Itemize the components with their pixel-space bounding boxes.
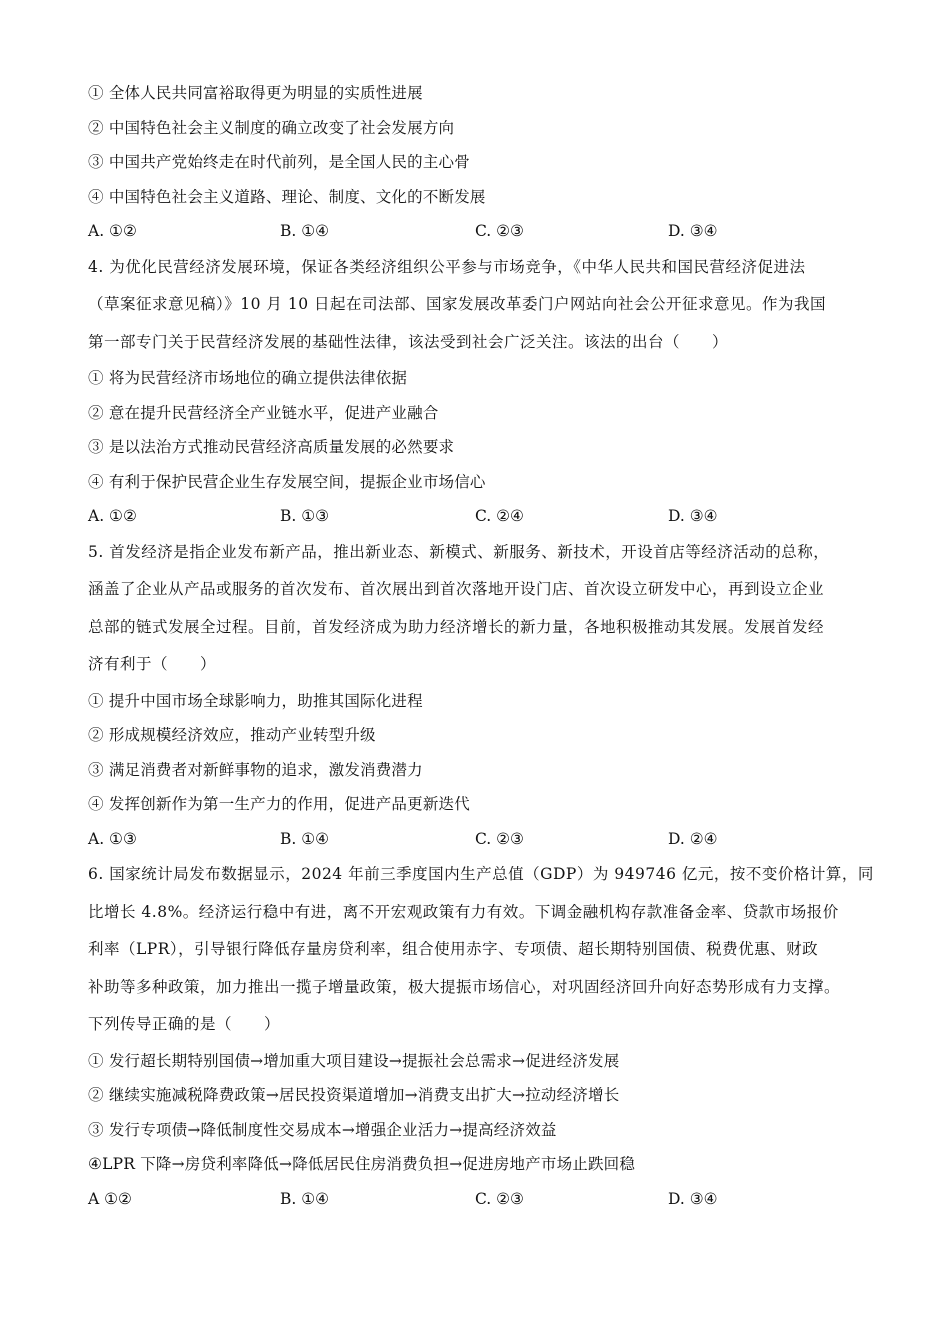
q4-item-4: ④ 有利于保护民营企业生存发展空间，提振企业市场信心 — [88, 472, 486, 491]
q6-stem-line-4: 补助等多种政策，加力推出一揽子增量政策，极大提振市场信心，对巩固经济回升向好态势形成有力支撑。 — [88, 977, 841, 996]
q5-options — [88, 822, 888, 857]
q4-options — [88, 499, 888, 534]
q4-option-a: A. ①② — [88, 507, 137, 525]
q5-stem-line-4: 济有利于（ ） — [88, 655, 217, 673]
q3-option-a: A. ①② — [88, 222, 137, 240]
q4-stem-line-2: （草案征求意见稿）》10 月 10 日起在司法部、国家发展改革委门户网站向社会公开征求意见。作为我国 — [88, 295, 826, 313]
q4-stem — [88, 249, 888, 362]
q4-item-3: ③ 是以法治方式推动民营经济高质量发展的必然要求 — [88, 438, 455, 456]
q3-item-2: ② 中国特色社会主义制度的确立改变了社会发展方向 — [88, 118, 455, 137]
q6-stem-line-3: 利率（LPR），引导银行降低存量房贷利率，组合使用赤字、专项债、超长期特别国债、税费优惠、财政 — [88, 940, 819, 958]
q6-option-a: A ①② — [88, 1189, 132, 1208]
q5-stem-line-1: 5. 首发经济是指企业发布新产品，推出新业态、新模式、新服务、新技术，开设首店等经济活动的总称， — [88, 542, 830, 561]
q6-item-1: ① 发行超长期特别国债→增加重大项目建设→提振社会总需求→促进经济发展 — [88, 1051, 620, 1070]
q6-item-2: ② 继续实施减税降费政策→居民投资渠道增加→消费支出扩大→拉动经济增长 — [88, 1086, 620, 1104]
question-6-items — [88, 1044, 888, 1182]
question-5-items — [88, 684, 888, 822]
q3-option-d: D. ③④ — [668, 222, 718, 240]
q4-option-c: C. ②④ — [475, 507, 524, 525]
q5-item-2: ② 形成规模经济效应，推动产业转型升级 — [88, 726, 376, 744]
q6-options — [88, 1182, 888, 1217]
question-3-items — [88, 76, 888, 214]
q5-item-4: ④ 发挥创新作为第一生产力的作用，促进产品更新迭代 — [88, 795, 470, 813]
q3-options — [88, 214, 888, 249]
q4-stem-line-3: 第一部专门关于民营经济发展的基础性法律，该法受到社会广泛关注。该法的出台（ ） — [88, 332, 729, 351]
q5-stem-line-3: 总部的链式发展全过程。目前，首发经济成为助力经济增长的新力量，各地积极推动其发展。发展首发经 — [88, 617, 825, 636]
q6-stem-line-2: 比增长 4.8%。经济运行稳中有进，离不开宏观政策有力有效。下调金融机构存款准备金率、贷款市场报价 — [88, 902, 839, 921]
q6-option-c: C. ②③ — [475, 1189, 524, 1208]
q5-item-3: ③ 满足消费者对新鲜事物的追求，激发消费潜力 — [88, 760, 423, 779]
question-4-items — [88, 361, 888, 499]
q5-item-1: ① 提升中国市场全球影响力，助推其国际化进程 — [88, 691, 423, 710]
q5-option-d: D. ②④ — [668, 829, 718, 848]
q3-item-3: ③ 中国共产党始终走在时代前列，是全国人民的主心骨 — [88, 153, 470, 171]
q4-option-b: B. ①③ — [280, 507, 330, 525]
q6-stem-line-5: 下列传导正确的是（ ） — [88, 1015, 281, 1033]
q3-option-c: C. ②③ — [475, 222, 524, 240]
q4-option-d: D. ③④ — [668, 507, 718, 525]
q5-option-c: C. ②③ — [475, 829, 524, 848]
q5-stem — [88, 534, 888, 684]
q4-item-2: ② 意在提升民营经济全产业链水平，促进产业融合 — [88, 403, 439, 422]
q6-item-4: ④LPR 下降→房贷利率降低→降低居民住房消费负担→促进房地产市场止跌回稳 — [88, 1155, 636, 1173]
q5-stem-line-2: 涵盖了企业从产品或服务的首次发布、首次展出到首次落地开设门店、首次设立研发中心，再到设立企业 — [88, 580, 825, 598]
q3-option-b: B. ①④ — [280, 222, 330, 240]
q3-item-4: ④ 中国特色社会主义道路、理论、制度、文化的不断发展 — [88, 187, 486, 206]
q6-option-d: D. ③④ — [668, 1189, 718, 1208]
q5-option-b: B. ①④ — [280, 829, 330, 848]
q6-stem-line-1: 6. 国家统计局发布数据显示，2024 年前三季度国内生产总值（GDP）为 949746 亿元，按不变价格计算，同 — [88, 865, 874, 883]
q6-stem — [88, 856, 888, 1044]
q6-item-3: ③ 发行专项债→降低制度性交易成本→增强企业活力→提高经济效益 — [88, 1120, 557, 1139]
q4-stem-line-1: 4. 为优化民营经济发展环境，保证各类经济组织公平参与市场竞争，《中华人民共和国民营经济促进法 — [88, 257, 806, 276]
q5-option-a: A. ①③ — [88, 829, 137, 848]
q4-item-1: ① 将为民营经济市场地位的确立提供法律依据 — [88, 369, 408, 387]
exam-page — [88, 76, 888, 1216]
q3-item-1: ① 全体人民共同富裕取得更为明显的实质性进展 — [88, 84, 423, 102]
q6-option-b: B. ①④ — [280, 1189, 330, 1208]
